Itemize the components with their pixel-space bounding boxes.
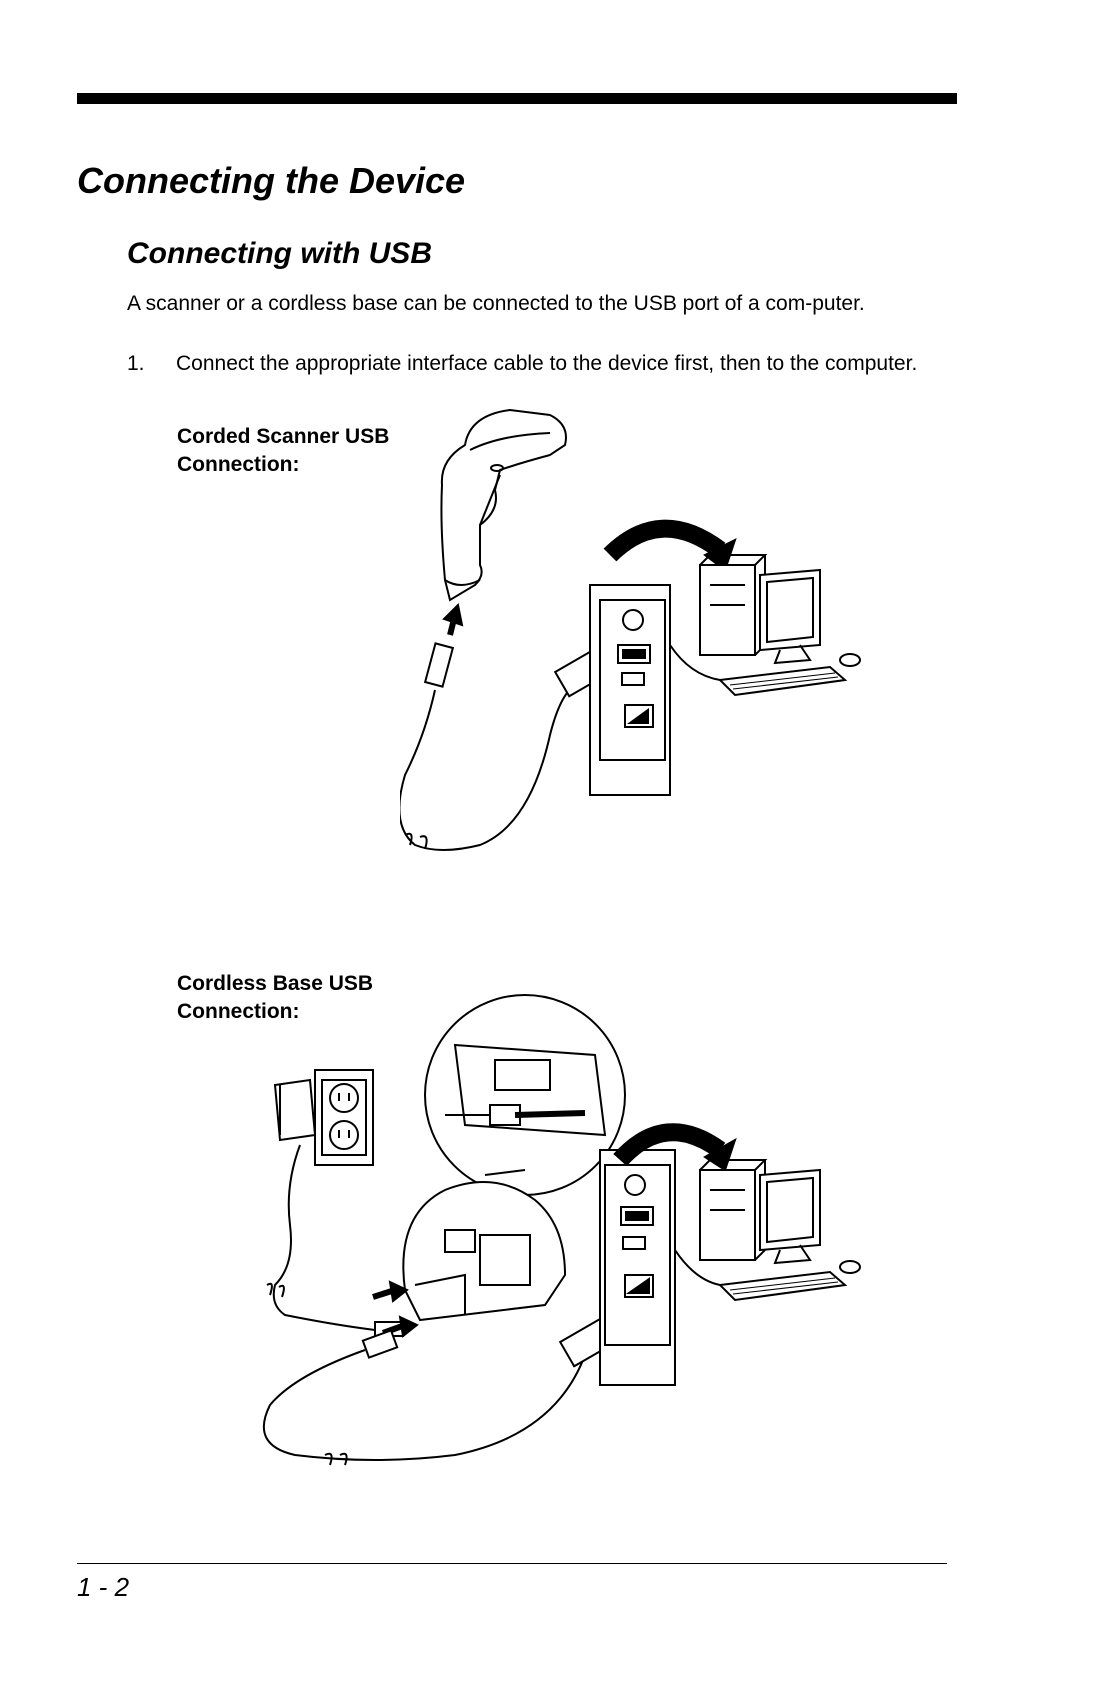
scanner-icon — [441, 410, 566, 600]
computer-back-panel-icon — [590, 585, 670, 795]
corded-scanner-usb-illustration — [400, 405, 920, 905]
zoom-detail-icon — [425, 995, 625, 1195]
cordless-base-usb-illustration — [255, 985, 925, 1485]
power-outlet-icon — [315, 1070, 373, 1165]
cordless-base-icon — [403, 1182, 565, 1320]
figure-label-line: Connection: — [177, 453, 300, 476]
figure-label-line: Connection: — [177, 1000, 300, 1023]
step-number: 1. — [127, 352, 145, 375]
page-number: 1 - 2 — [77, 1572, 130, 1602]
figure-label-corded — [177, 423, 437, 479]
computer-icon — [675, 1160, 860, 1300]
figure-label-line: Corded Scanner USB — [177, 425, 390, 448]
computer-back-panel-icon — [600, 1150, 675, 1385]
step-text: Connect the appropriate interface cable to the device first, then to the computer. — [176, 352, 918, 375]
intro-paragraph: A scanner or a cordless base can be connected to the USB port of a com-puter. — [127, 292, 865, 315]
computer-icon — [670, 555, 860, 695]
page-title: Connecting the Device — [77, 160, 466, 201]
section-title: Connecting with USB — [127, 237, 432, 270]
header-rule — [77, 93, 957, 104]
figure-label-line: Cordless Base USB — [177, 972, 374, 995]
footer-rule — [77, 1563, 947, 1564]
